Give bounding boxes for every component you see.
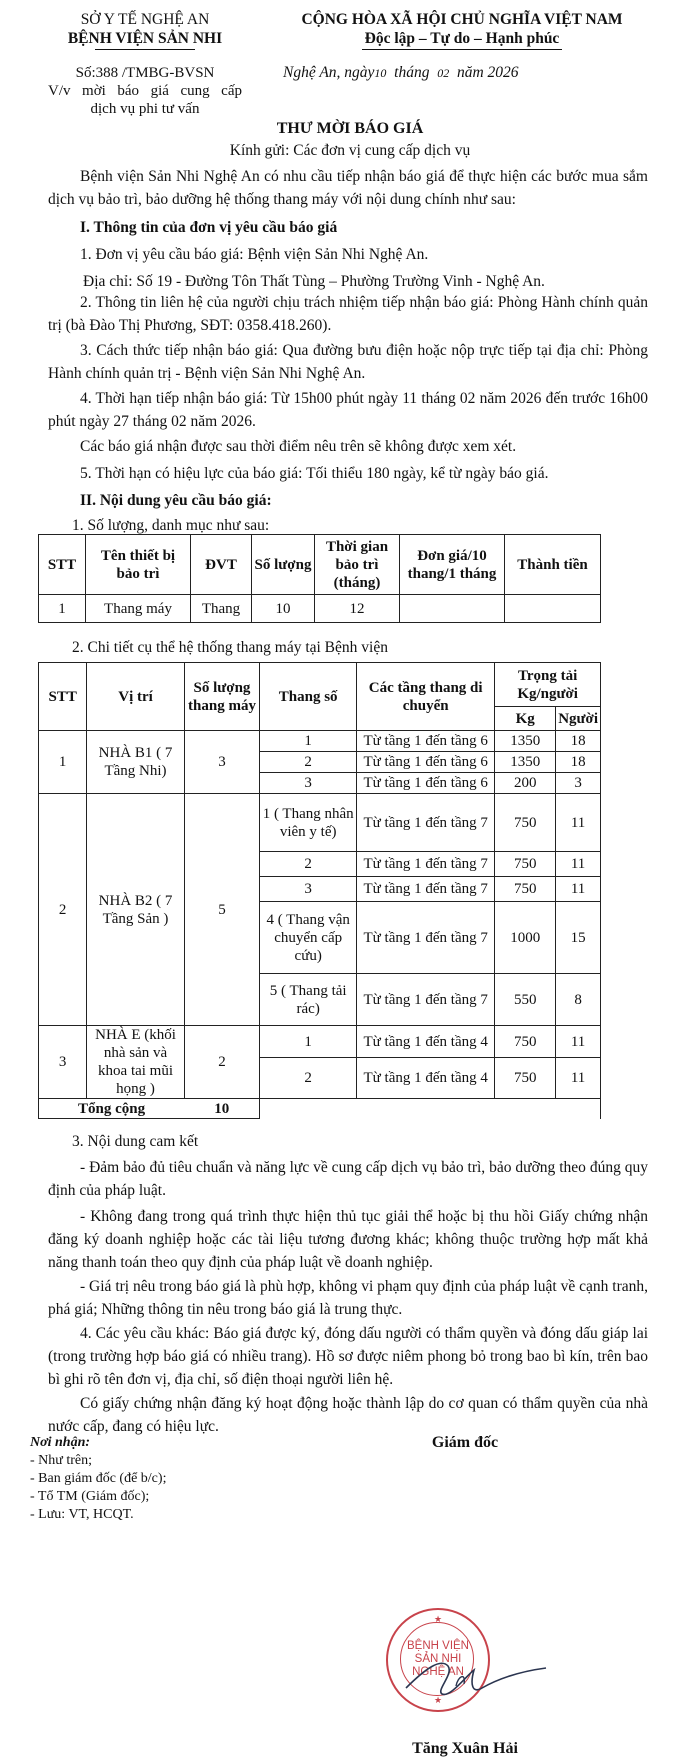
cell-count: 2 xyxy=(184,1026,260,1099)
date-month-label: tháng xyxy=(394,64,430,81)
cell-unit-price xyxy=(400,595,505,623)
th-total: Thành tiền xyxy=(505,535,601,595)
total-row xyxy=(39,1099,601,1119)
stamp-star-icon: ★ xyxy=(433,1614,443,1624)
recipient-item: - Ban giám đốc (để b/c); xyxy=(30,1471,167,1486)
table-row xyxy=(39,595,601,623)
signer-title: Giám đốc xyxy=(431,1434,499,1451)
cell-kg: 200 xyxy=(495,773,556,794)
cell-kg: 750 xyxy=(495,852,556,877)
cell-floors: Từ tầng 1 đến tầng 7 xyxy=(357,902,495,974)
cell-persons: 15 xyxy=(556,902,601,974)
motto: Độc lập – Tự do – Hạnh phúc xyxy=(364,30,560,47)
th2-load: Trọng tải Kg/người xyxy=(495,663,601,707)
th2-location: Vị trí xyxy=(87,663,184,731)
cell-kg: 750 xyxy=(495,1058,556,1099)
header-left-rule xyxy=(95,49,195,50)
section2-sub2: 2. Chi tiết cụ thể hệ thống thang máy tại Bệnh viện xyxy=(72,639,388,656)
signature-icon xyxy=(396,1628,556,1718)
commitment-3: - Giá trị nêu trong báo giá là phù hợp, không vi phạm quy định của pháp luật về cạnh tranh, phá giá; Những thông tin nêu trong báo giá là trung thực. xyxy=(48,1278,648,1318)
cell-persons: 11 xyxy=(556,794,601,852)
cell-persons: 3 xyxy=(556,773,601,794)
section2-item4: 4. Các yêu cầu khác: Báo giá được ký, đóng dấu người có thẩm quyền và đóng dấu giáp lai (trong trường hợp báo giá có nhiều trang). Hồ sơ được niêm phong bỏ trong bao bì kín, trên bao bì ghi rõ tên đơn vị, địa chỉ, số điện thoại người liên hệ. xyxy=(48,1325,648,1388)
section2-sub3: 3. Nội dung cam kết xyxy=(72,1133,199,1150)
service-table-header-row xyxy=(39,535,601,595)
section1-item3: 3. Cách thức tiếp nhận báo giá: Qua đường bưu điện hoặc nộp trực tiếp tại địa chỉ: Phòng Hành chính quản trị - Bệnh viện Sản Nhi Nghệ An. xyxy=(48,342,648,382)
cell-kg: 1000 xyxy=(495,902,556,974)
cell-persons: 11 xyxy=(556,1058,601,1099)
cell-persons: 11 xyxy=(556,877,601,902)
th2-elevator-no: Thang số xyxy=(260,663,357,731)
section2-heading: II. Nội dung yêu cầu báo giá: xyxy=(80,492,272,509)
elevator-table xyxy=(38,662,601,1119)
cell-floors: Từ tầng 1 đến tầng 6 xyxy=(357,773,495,794)
signer-name: Tăng Xuân Hải xyxy=(412,1740,518,1757)
table-row xyxy=(39,1026,601,1058)
cell-kg: 750 xyxy=(495,877,556,902)
table-row xyxy=(39,731,601,752)
recipients-block xyxy=(30,1434,330,1524)
date-year: năm 2026 xyxy=(456,64,519,81)
cell-floors: Từ tầng 1 đến tầng 7 xyxy=(357,877,495,902)
total-blank xyxy=(556,1099,601,1119)
cell-count: 5 xyxy=(184,794,260,1026)
cell-persons: 8 xyxy=(556,974,601,1026)
header-right xyxy=(262,10,662,50)
recipient-item: - Lưu: VT, HCQT. xyxy=(30,1507,134,1522)
commitment-1: - Đảm bảo đủ tiêu chuẩn và năng lực về cung cấp dịch vụ bảo trì, bảo dưỡng theo đúng quy định của pháp luật. xyxy=(48,1159,648,1199)
th2-persons: Người xyxy=(556,707,601,731)
stamp-lettering: BỆNH VIỆN SẢN NHI NGHỆ AN xyxy=(407,1640,469,1678)
total-blank xyxy=(357,1099,495,1119)
cell-location: NHÀ E (khối nhà sản và khoa tai mũi họng ) xyxy=(87,1026,184,1099)
cell-persons: 18 xyxy=(556,752,601,773)
total-blank xyxy=(495,1099,556,1119)
subject-line2: dịch vụ phi tư vấn xyxy=(90,101,200,117)
cell-elevator-no: 1 xyxy=(260,731,357,752)
date-day: 10 xyxy=(374,66,387,80)
header-right-rule xyxy=(362,49,562,50)
cell-unit: Thang xyxy=(191,595,252,623)
cell-kg: 550 xyxy=(495,974,556,1026)
cell-persons: 11 xyxy=(556,852,601,877)
cell-floors: Từ tầng 1 đến tầng 6 xyxy=(357,731,495,752)
cell-elevator-no: 1 ( Thang nhân viên y tế) xyxy=(260,794,357,852)
header-left xyxy=(40,10,250,50)
cell-location: NHÀ B2 ( 7 Tầng Sản ) xyxy=(87,794,184,1026)
cell-elevator-no: 3 xyxy=(260,877,357,902)
th-stt: STT xyxy=(39,535,86,595)
recipient-item: - Tổ TM (Giám đốc); xyxy=(30,1489,150,1504)
th2-stt: STT xyxy=(39,663,87,731)
cell-persons: 18 xyxy=(556,731,601,752)
th-quantity: Số lượng xyxy=(252,535,315,595)
cell-elevator-no: 2 xyxy=(260,1058,357,1099)
recipients-label: Nơi nhận: xyxy=(30,1435,91,1450)
cell-count: 3 xyxy=(184,731,260,794)
cell-elevator-no: 3 xyxy=(260,773,357,794)
recipient-line: Kính gửi: Các đơn vị cung cấp dịch vụ xyxy=(229,142,471,159)
hospital-name: BỆNH VIỆN SẢN NHI xyxy=(67,30,223,47)
section2-sub1: 1. Số lượng, danh mục như sau: xyxy=(72,517,270,534)
section1-address: Địa chỉ: Số 19 - Đường Tôn Thất Tùng – Phường Trường Vinh - Nghệ An. xyxy=(83,273,545,290)
th-duration: Thời gian bảo trì (tháng) xyxy=(315,535,400,595)
final-paragraph: Có giấy chứng nhận đăng ký hoạt động hoặc thành lập do cơ quan có thẩm quyền của nhà nước cấp, đang có hiệu lực. xyxy=(48,1395,648,1435)
cell-elevator-no: 4 ( Thang vận chuyển cấp cứu) xyxy=(260,902,357,974)
th-unit-price: Đơn giá/10 thang/1 tháng xyxy=(400,535,505,595)
cell-location: NHÀ B1 ( 7 Tầng Nhi) xyxy=(87,731,184,794)
doc-number: Số:388 /TMBG-BVSN xyxy=(75,65,215,81)
date-line xyxy=(283,64,663,82)
page-title: THƯ MỜI BÁO GIÁ xyxy=(276,120,424,137)
section1-item1: 1. Đơn vị yêu cầu báo giá: Bệnh viện Sản Nhi Nghệ An. xyxy=(80,246,429,263)
th2-count: Số lượng thang máy xyxy=(184,663,260,731)
service-table xyxy=(38,534,601,623)
cell-total xyxy=(505,595,601,623)
cell-persons: 11 xyxy=(556,1026,601,1058)
cell-kg: 750 xyxy=(495,794,556,852)
agency-name: SỞ Y TẾ NGHỆ AN xyxy=(80,11,210,28)
cell-floors: Từ tầng 1 đến tầng 7 xyxy=(357,794,495,852)
date-place: Nghệ An, ngày xyxy=(283,64,375,81)
cell-floors: Từ tầng 1 đến tầng 4 xyxy=(357,1026,495,1058)
cell-stt: 1 xyxy=(39,595,86,623)
date-month: 02 xyxy=(437,66,450,80)
table-row xyxy=(39,794,601,852)
th-device: Tên thiết bị bảo trì xyxy=(86,535,191,595)
country-name: CỘNG HÒA XÃ HỘI CHỦ NGHĨA VIỆT NAM xyxy=(301,11,623,28)
cell-elevator-no: 5 ( Thang tải rác) xyxy=(260,974,357,1026)
cell-stt: 1 xyxy=(39,731,87,794)
section1-item4: 4. Thời hạn tiếp nhận báo giá: Từ 15h00 phút ngày 11 tháng 02 năm 2026 đến trước 16h00 phút ngày 27 tháng 02 năm 2026. xyxy=(48,390,648,430)
total-label: Tổng cộng xyxy=(39,1099,185,1119)
doc-meta xyxy=(40,64,250,118)
stamp-star-icon: ★ xyxy=(433,1695,443,1705)
cell-duration: 12 xyxy=(315,595,400,623)
intro-paragraph: Bệnh viện Sản Nhi Nghệ An có nhu cầu tiếp nhận báo giá để thực hiện các bước mua sắm dịch vụ bảo trì, bảo dưỡng hệ thống thang máy với nội dung chính như sau: xyxy=(48,168,648,208)
subject-line1: V/v mời báo giá cung cấp xyxy=(48,83,242,99)
cell-kg: 750 xyxy=(495,1026,556,1058)
total-blank xyxy=(260,1099,357,1119)
cell-floors: Từ tầng 1 đến tầng 4 xyxy=(357,1058,495,1099)
th2-kg: Kg xyxy=(495,707,556,731)
cell-floors: Từ tầng 1 đến tầng 7 xyxy=(357,852,495,877)
elevator-header-row-1 xyxy=(39,663,601,707)
section1-note: Các báo giá nhận được sau thời điểm nêu trên sẽ không được xem xét. xyxy=(80,438,517,455)
cell-elevator-no: 2 xyxy=(260,852,357,877)
section1-heading: I. Thông tin của đơn vị yêu cầu báo giá xyxy=(80,219,338,236)
cell-stt: 2 xyxy=(39,794,87,1026)
recipient-item: - Như trên; xyxy=(30,1453,93,1468)
commitment-2: - Không đang trong quá trình thực hiện thủ tục giải thể hoặc bị thu hồi Giấy chứng nhận đăng ký doanh nghiệp hoặc các tài liệu tương đương khác; không thuộc trường hợp mất khả năng thanh toán theo quy định của pháp luật về doanh nghiệp. xyxy=(48,1208,648,1271)
th-unit: ĐVT xyxy=(191,535,252,595)
cell-kg: 1350 xyxy=(495,752,556,773)
section1-item2: 2. Thông tin liên hệ của người chịu trách nhiệm tiếp nhận báo giá: Phòng Hành chính quản trị (bà Đào Thị Phương, SĐT: 0358.418.260). xyxy=(48,294,648,334)
cell-quantity: 10 xyxy=(252,595,315,623)
cell-device: Thang máy xyxy=(86,595,191,623)
th2-floors: Các tầng thang di chuyển xyxy=(357,663,495,731)
cell-elevator-no: 2 xyxy=(260,752,357,773)
cell-elevator-no: 1 xyxy=(260,1026,357,1058)
section1-item5: 5. Thời hạn có hiệu lực của báo giá: Tối thiểu 180 ngày, kể từ ngày báo giá. xyxy=(80,465,549,482)
total-value: 10 xyxy=(184,1099,260,1119)
cell-kg: 1350 xyxy=(495,731,556,752)
cell-floors: Từ tầng 1 đến tầng 7 xyxy=(357,974,495,1026)
cell-stt: 3 xyxy=(39,1026,87,1099)
cell-floors: Từ tầng 1 đến tầng 6 xyxy=(357,752,495,773)
